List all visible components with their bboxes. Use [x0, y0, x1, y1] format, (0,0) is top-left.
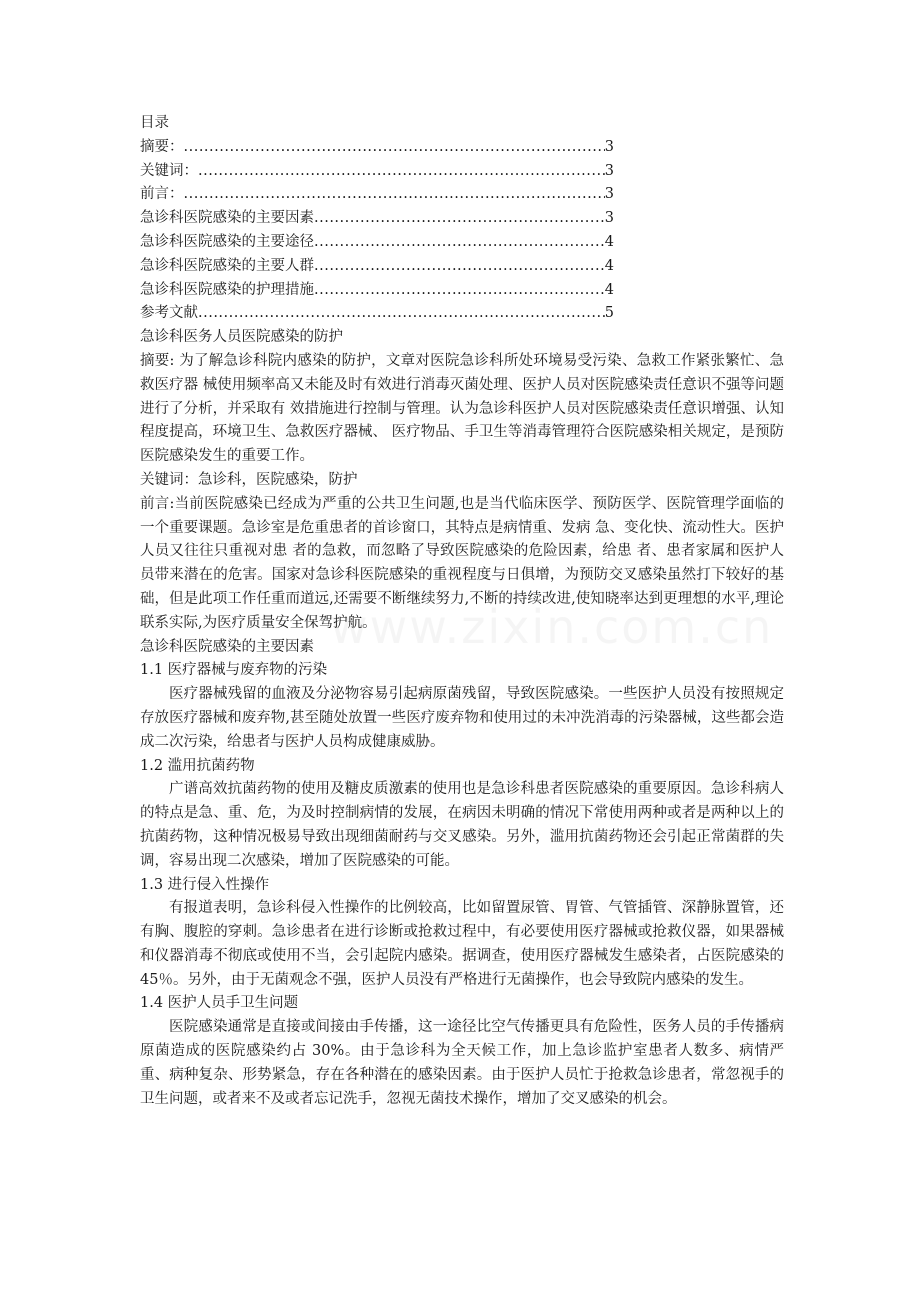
toc-leader-dots — [198, 302, 605, 326]
toc-entry-label: 急诊科医院感染的护理措施 — [140, 281, 314, 298]
toc-entry[interactable] — [140, 183, 614, 207]
toc-entry[interactable] — [140, 207, 614, 231]
abstract-paragraph — [140, 350, 784, 469]
toc-entry-page: 3 — [604, 162, 614, 179]
subsection-paragraph: 医院感染通常是直接或间接由手传播，这一途径比空气传播更具有危险性，医务人员的手传播病原菌造成的医院感染约占 30%。由于急诊科为全天候工作，加上急诊监护室患者人数多、病情严重、病种复杂、形势紧急，存在各种潜在的感染因素。由于医护人员忙于抢救急诊患者，常忽视手的卫生问题，或者来不及或者忘记洗手，忽视无菌技术操作，增加了交叉感染的机会。 — [140, 1019, 784, 1107]
preface-paragraph — [140, 493, 784, 636]
keywords-text: 急诊科，医院感染，防护 — [198, 471, 358, 488]
toc-list — [140, 136, 784, 326]
toc-entry-page: 3 — [604, 186, 614, 203]
subsection-paragraph: 广谱高效抗菌药物的使用及糖皮质激素的使用也是急诊科患者医院感染的重要原因。急诊科病人的特点是急、重、危，为及时控制病情的发展，在病因未明确的情况下常使用两种或者是两种以上的抗菌药物，这种情况极易导致出现细菌耐药与交叉感染。另外，滥用抗菌药物还会引起正常菌群的失调，容易出现二次感染，增加了医院感染的可能。 — [140, 781, 784, 869]
toc-entry-page: 4 — [604, 257, 614, 274]
toc-entry-label: 关键词： — [140, 162, 198, 179]
table-of-contents — [140, 112, 784, 326]
toc-leader-dots — [314, 279, 605, 303]
toc-leader-dots — [184, 183, 605, 207]
toc-entry-label: 急诊科医院感染的主要途径 — [140, 233, 314, 250]
toc-entry-label: 参考文献 — [140, 305, 198, 322]
abstract-text: 为了解急诊科院内感染的防护，文章对医院急诊科所处环境易受污染、急救工作紧张繁忙、急救医疗器 械使用频率高又未能及时有效进行消毒灭菌处理、医护人员对医院感染责任意识不强等问题进行了分析，并采取有 效措施进行控制与管理。认为急诊科医护人员对医院感染责任意识增强、认知程度提高，环境卫生、急救医疗器械、 医疗物品、手卫生等消毒管理符合医院感染相关规定，是预防医院感染发生的重要工作。 — [140, 352, 784, 465]
keywords-label: 关键词： — [140, 471, 198, 488]
toc-entry[interactable] — [140, 302, 614, 326]
toc-entry-label: 急诊科医院感染的主要因素 — [140, 210, 314, 227]
toc-entry-label: 摘要： — [140, 138, 184, 155]
document-title: 急诊科医务人员医院感染的防护 — [140, 329, 343, 346]
toc-leader-dots — [198, 160, 605, 184]
preface-label: 前言: — [140, 495, 175, 512]
toc-entry-page: 4 — [604, 281, 614, 298]
toc-leader-dots — [184, 136, 605, 160]
toc-leader-dots — [314, 255, 605, 279]
abstract-label: 摘要: — [140, 352, 175, 369]
toc-title: 目录 — [140, 115, 169, 131]
keywords-paragraph — [140, 469, 784, 493]
subsection-heading: 1.4 医护人员手卫生问题 — [140, 995, 299, 1012]
toc-entry-page: 3 — [604, 138, 614, 155]
subsection-paragraph: 医疗器械残留的血液及分泌物容易引起病原菌残留，导致医院感染。一些医护人员没有按照规定存放医疗器械和废弃物,甚至随处放置一些医疗废弃物和使用过的未冲洗消毒的污染器械，这些都会造成二次污染，给患者与医护人员构成健康威胁。 — [140, 686, 784, 750]
subsection-heading: 1.3 进行侵入性操作 — [140, 876, 270, 893]
subsection-heading: 1.1 医疗器械与废弃物的污染 — [140, 662, 328, 679]
toc-entry[interactable] — [140, 255, 614, 279]
document-page — [140, 112, 784, 1111]
toc-entry-page: 4 — [604, 233, 614, 250]
toc-leader-dots — [314, 207, 605, 231]
section-heading: 急诊科医院感染的主要因素 — [140, 638, 314, 655]
toc-entry[interactable] — [140, 231, 614, 255]
watermark: www.zixin.com.cn — [330, 600, 774, 654]
preface-text: 当前医院感染已经成为严重的公共卫生问题,也是当代临床医学、预防医学、医院管理学面临的一个重要课题。急诊室是危重患者的首诊窗口，其特点是病情重、发病 急、变化快、流动性大。医护人员又往往只重视对患 者的急救，而忽略了导致医院感染的危险因素，给患 者、患者家属和医护人员带来潜在的危害。国家对急诊科医院感染的重视程度与日俱增，为预防交叉感染虽然打下较好的基础，但是此项工作任重而道远,还需要不断继续努力,不断的持续改进,使知晓率达到更理想的水平,理论联系实际,为医疗质量安全保驾护航。 — [140, 495, 784, 631]
subsection-heading: 1.2 滥用抗菌药物 — [140, 757, 255, 774]
toc-entry[interactable] — [140, 279, 614, 303]
toc-entry-label: 前言： — [140, 186, 184, 203]
toc-entry-label: 急诊科医院感染的主要人群 — [140, 257, 314, 274]
toc-entry[interactable] — [140, 160, 614, 184]
toc-entry[interactable] — [140, 136, 614, 160]
subsection-paragraph: 有报道表明，急诊科侵入性操作的比例较高，比如留置尿管、胃管、气管插管、深静脉置管，还有胸、腹腔的穿刺。急诊患者在进行诊断或抢救过程中，有必要使用医疗器械或抢救仪器，如果器械和仪器消毒不彻底或使用不当，会引起院内感染。据调查，使用医疗器械发生感染者，占医院感染的 45％。另外，由于无菌观念不强，医护人员没有严格进行无菌操作，也会导致院内感染的发生。 — [140, 900, 784, 988]
toc-leader-dots — [314, 231, 605, 255]
toc-entry-page: 5 — [604, 305, 614, 322]
toc-entry-page: 3 — [604, 210, 614, 227]
